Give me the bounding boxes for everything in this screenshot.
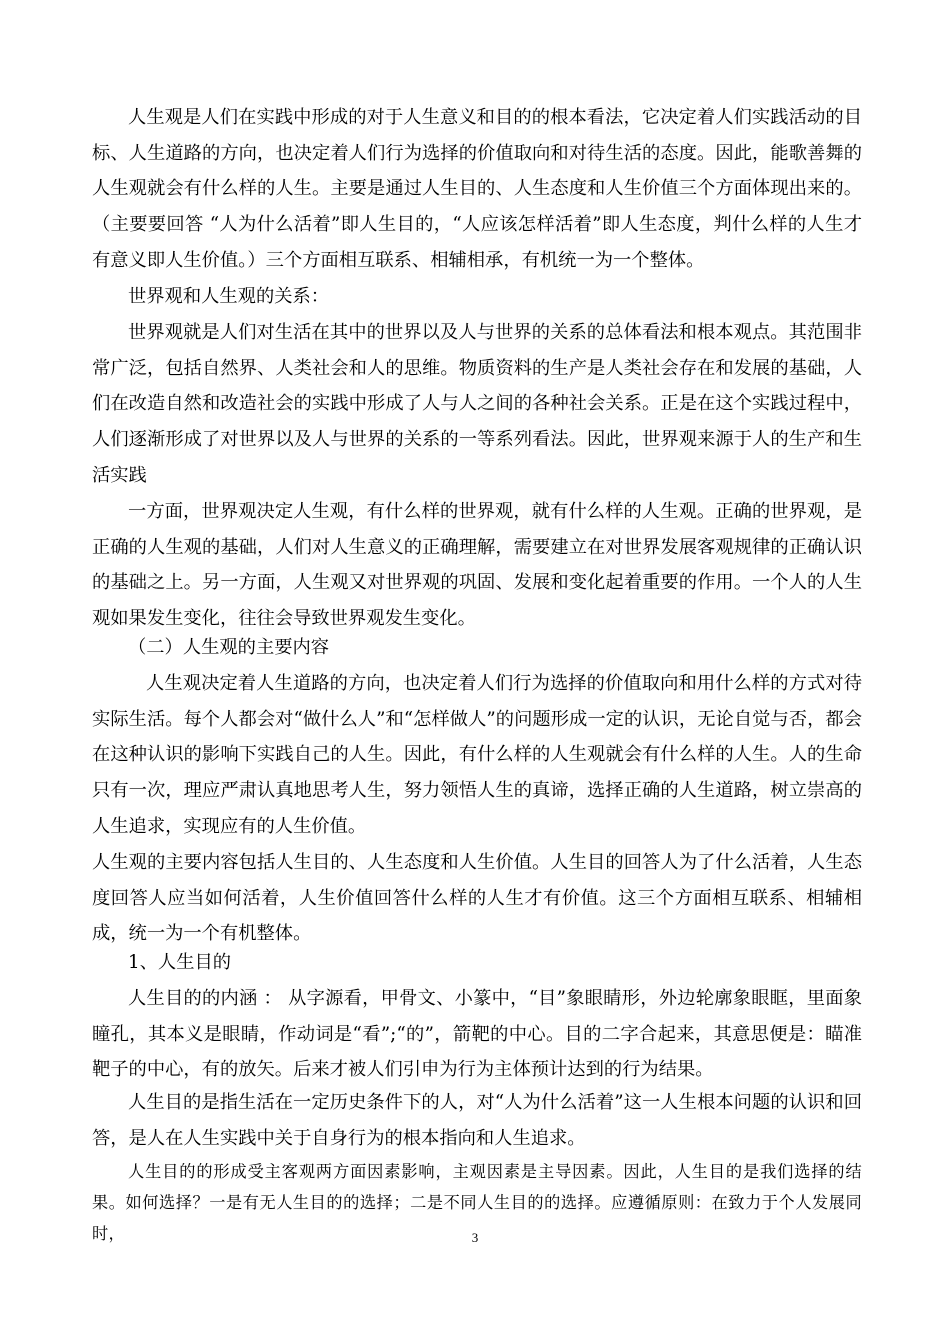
paragraph-life-view-definition: 人生观是人们在实践中形成的对于人生意义和目的的根本看法，它决定着人们实践活动的目标、人生道路的方向，也决定着人们行为选择的价值取向和对待生活的态度。因此，能歌善舞的人生观就会有什么样的人生。主要是通过人生目的、人生态度和人生价值三个方面体现出来的。（主要要回答 “人为什么活着”即人生目的，“人应该怎样活着”即人生态度，判什么样的人生才有意义即人生价值。）三个方面相互联系、相辅相承，有机统一为一个整体。 <box>92 107 862 271</box>
paragraph-worldview-definition: 世界观就是人们对生活在其中的世界以及人与世界的关系的总体看法和根本观点。其范围非常广泛，包括自然界、人类社会和人的思维。物质资料的生产是人类社会存在和发展的基础，人们在改造自然和改造社会的实践中形成了人与人之间的各种社会关系。正是在这个实践过程中，人们逐渐形成了对世界以及人与世界的关系的一等系列看法。因此，世界观来源于人的生产和生活实践 <box>92 322 862 486</box>
paragraph-life-purpose-definition: 人生目的是指生活在一定历史条件下的人，对“人为什么活着”这一人生根本问题的认识和回答，是人在人生实践中关于自身行为的根本指向和人生追求。 <box>92 1092 862 1149</box>
paragraph-worldview-relation-heading: 世界观和人生观的关系： <box>128 286 330 307</box>
paragraph-life-purpose-meaning: 人生目的的内涵 ： 从字源看，甲骨文、小篆中，“目”象眼睛形，外边轮廓象眼眶，里面象瞳孔，其本义是眼睛，作动词是“看”;“的”，箭靶的中心。目的二字合起来，其意思便是：瞄准靶子的中心，有的放矢。后来才被人们引申为行为主体预计达到的行为结果。 <box>92 988 862 1081</box>
paragraph-main-content-summary: 人生观的主要内容包括人生目的、人生态度和人生价值。人生目的回答人为了什么活着，人生态度回答人应当如何活着，人生价值回答什么样的人生才有价值。这三个方面相互联系、相辅相成，统一为一个有机整体。 <box>92 852 862 945</box>
paragraph-worldview-determines-life-view: 一方面，世界观决定人生观，有什么样的世界观，就有什么样的人生观。正确的世界观，是正确的人生观的基础，人们对人生意义的正确理解，需要建立在对世界发展客观规律的正确认识的基础之上。另一方面，人生观又对世界观的巩固、发展和变化起着重要的作用。一个人的人生观如果发生变化，往往会导致世界观发生变化。 <box>92 501 862 630</box>
section-heading-main-content: （二）人生观的主要内容 <box>128 637 330 658</box>
subheading-life-purpose: 1、人生目的 <box>128 952 232 973</box>
page-number: 3 <box>471 1230 479 1245</box>
paragraph-life-purpose-formation: 人生目的的形成受主客观两方面因素影响，主观因素是主导因素。因此，人生目的是我们选择的结果。如何选择？一是有无人生目的的选择；二是不同人生目的的选择。应遵循原则：在致力于个人发展同时， <box>92 1162 862 1243</box>
paragraph-life-view-direction: 人生观决定着人生道路的方向，也决定着人们行为选择的价值取向和用什么样的方式对待实际生活。每个人都会对“做什么人”和“怎样做人”的问题形成一定的认识，无论自觉与否，都会在这种认识的影响下实践自己的人生。因此，有什么样的人生观就会有什么样的人生。人的生命只有一次，理应严肃认真地思考人生，努力领悟人生的真谛，选择正确的人生道路，树立崇高的人生追求，实现应有的人生价值。 <box>92 673 862 837</box>
